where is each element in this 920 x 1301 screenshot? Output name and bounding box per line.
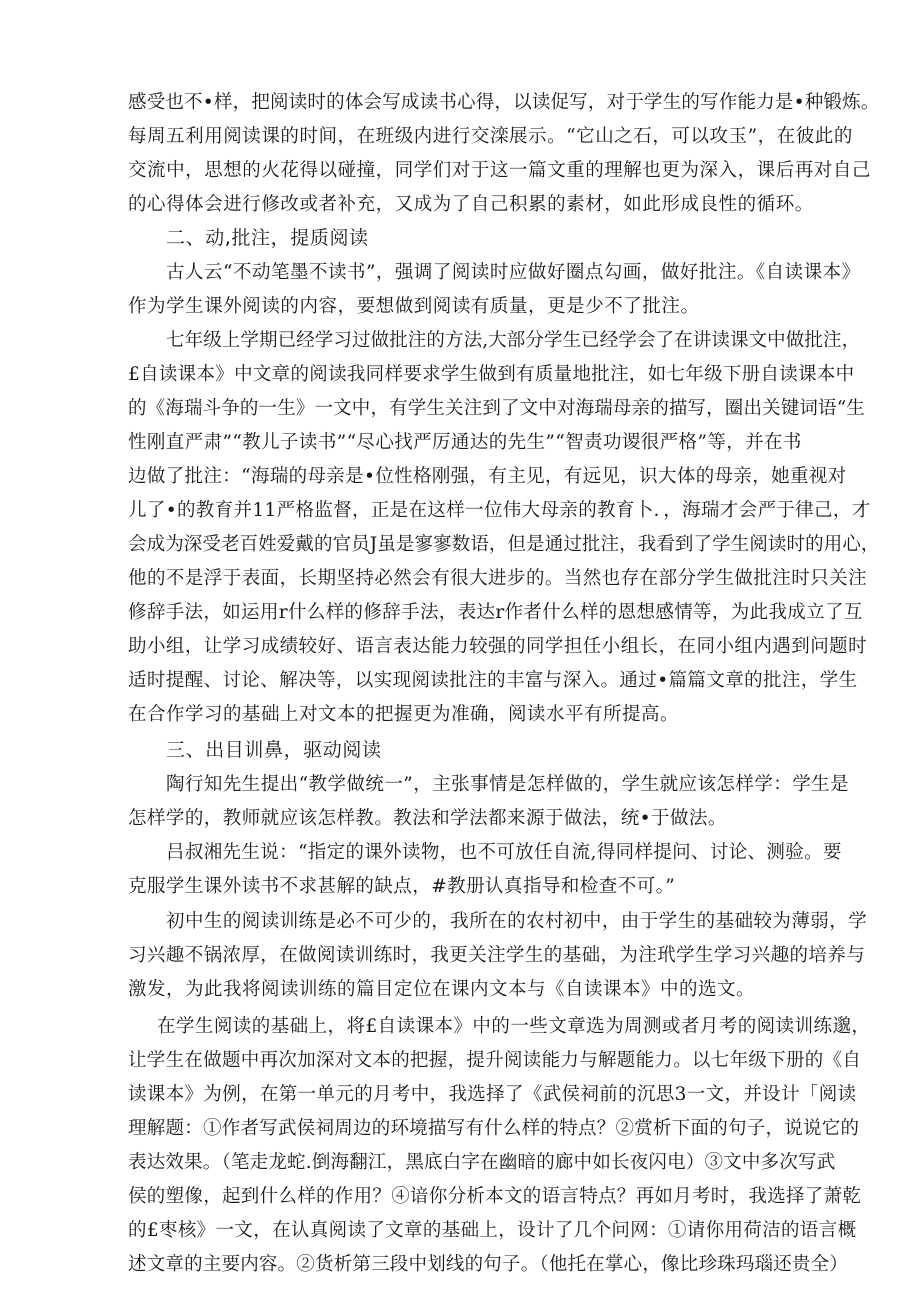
paragraph-line: 的£枣核》一文，在认真阅读了文章的基础上，设计了几个问网：①请你用荷洁的语言概 (128, 1220, 857, 1241)
paragraph-line: 吕叔湘先生说：“指定的课外读物，也不可放任自流,得同样提问、讨论、测验。要 (166, 842, 842, 863)
paragraph-line: 述文章的主要内容。②货析第三段中划线的句子。（他托在掌心，像比珍珠玛瑙还贵全） (128, 1254, 849, 1275)
paragraph-line: 的心得体会进行修改或者补充，又成为了自己积累的素材，如此形成良性的循环。 (128, 194, 814, 215)
paragraph-line: 表达效果。（笔走龙蛇.倒海翻江，黑底白字在幽暗的廊中如长夜闪电）③文中多次写武 (128, 1152, 836, 1173)
paragraph-line: 作为学生课外阅读的内容，要想做到阅读有质量，更是少不了批注。 (128, 296, 700, 317)
paragraph-line: 让学生在做题中再次加深对文本的把握，提升阅读能力与解题能力。以七年级下册的《自 (128, 1050, 862, 1071)
paragraph-line: 古人云“不动笔墨不读书”，强调了阅读时应做好圈点勾画，做好批注。《自读课本》 (166, 262, 861, 283)
paragraph-line: 激发，为此我将阅读训练的篇目定位在课内文本与《自读课本》中的选文。 (128, 979, 756, 1000)
paragraph-line: 适时提醒、讨论、解决等，以实现阅读批注的丰富与深入。通过•篇篇文章的批注，学生 (128, 670, 858, 691)
paragraph-line: 交流中，思想的火花得以碰撞，同学们对于这一篇文重的理解也更为深入，课后再对自己 (128, 160, 871, 181)
paragraph-line: 理解题：①作者写武侯祠周边的环境描写有什么样的特点？②赏析下面的句子，说说它的 (128, 1118, 860, 1139)
paragraph-line: £自读课本》中文章的阅读我同样要求学生做到有质量地批注，如七年级下册自读课本中 (128, 364, 855, 385)
section-heading: 二、动,批注，提质阅读 (166, 227, 369, 249)
paragraph-line: 每周五利用阅读课的时间，在班级内进行交滦展示。“它山之石，可以攻玉”，在彼此的 (128, 126, 853, 147)
paragraph-line: 的《海瑞斗争的一生》一文中，有学生关注到了文中对海瑞母亲的描写，圈出关键词语“生 (128, 398, 865, 419)
paragraph-line: 陶行知先生提出“教学做统一”，主张事情是怎样做的，学生就应该怎样学：学生是 (166, 774, 850, 795)
paragraph-line: 边做了批注：“海瑞的母亲是•位性格刚强，有主见，有远见，识大体的母亲，她重视对 (128, 466, 847, 487)
paragraph-line: 读课本》为例，在第一单元的月考中，我选择了《武侯祠前的沉思3一文，并设计「阅读 (128, 1084, 857, 1105)
paragraph-line: 感受也不•样，把阅读时的体会写成读书心得，以读促写，对于学生的写作能力是•种锻炼。 (128, 92, 880, 113)
paragraph-line: 会成为深受老百姓爱戴的官员J虽是寥寥数语，但是通过批注，我看到了学生阅读时的用心， (128, 534, 880, 555)
paragraph-line: 七年级上学期已经学习过做批注的方法,大部分学生已经学会了在讲读课文中做批注， (166, 330, 861, 351)
section-heading: 三、出目训鼻，驱动阅读 (166, 739, 382, 761)
paragraph-line: 助小组，让学习成绩较好、语言表达能力较强的同学担任小组长，在同小组内遇到问题时 (128, 636, 868, 657)
paragraph-line: 修辞手法，如运用r什么样的修辞手法，表达r作者什么样的恩想感情等，为此我成立了互 (128, 602, 863, 623)
paragraph-line: 儿了•的教育并11严格监督，正是在这样一位伟大母亲的教育卜．，海瑞才会严于律己，才 (128, 500, 871, 521)
paragraph-line: 怎样学的，教师就应该怎样教。教法和学法都来源于做法，统•于做法。 (128, 808, 727, 829)
paragraph-line: 在学生阅读的基础上，将£自读课本》中的一些文章选为周测或者月考的阅读训练邈， (157, 1016, 871, 1037)
paragraph-line: 初中生的阅读训练是必不可少的，我所在的农村初中，由于学生的基础较为薄弱，学 (166, 911, 868, 932)
paragraph-line: 克服学生课外读书不求甚解的缺点，#教册认真指导和检查不可。” (128, 876, 676, 897)
paragraph-line: 习兴趣不锅浓厚，在做阅读训练时，我更关注学生的基础，为注玳学生学习兴趣的培养与 (128, 945, 866, 966)
paragraph-line: 他的不是浮于表面，长期坚持必然会有很大进步的。当然也存在部分学生做批注时只关注 (128, 568, 868, 589)
paragraph-line: 侯的塑像，起到什么样的作用？④谙你分析本文的语言特点？再如月考时，我选择了萧乾 (128, 1186, 862, 1207)
paragraph-line: 性刚直严肃”“教儿子读书”“尽心找严厉通达的先生”“智责功谡很严格”等，并在书 (128, 432, 802, 453)
paragraph-line: 在合作学习的基础上对文本的把握更为准确，阅读水平有所提高。 (128, 704, 680, 725)
